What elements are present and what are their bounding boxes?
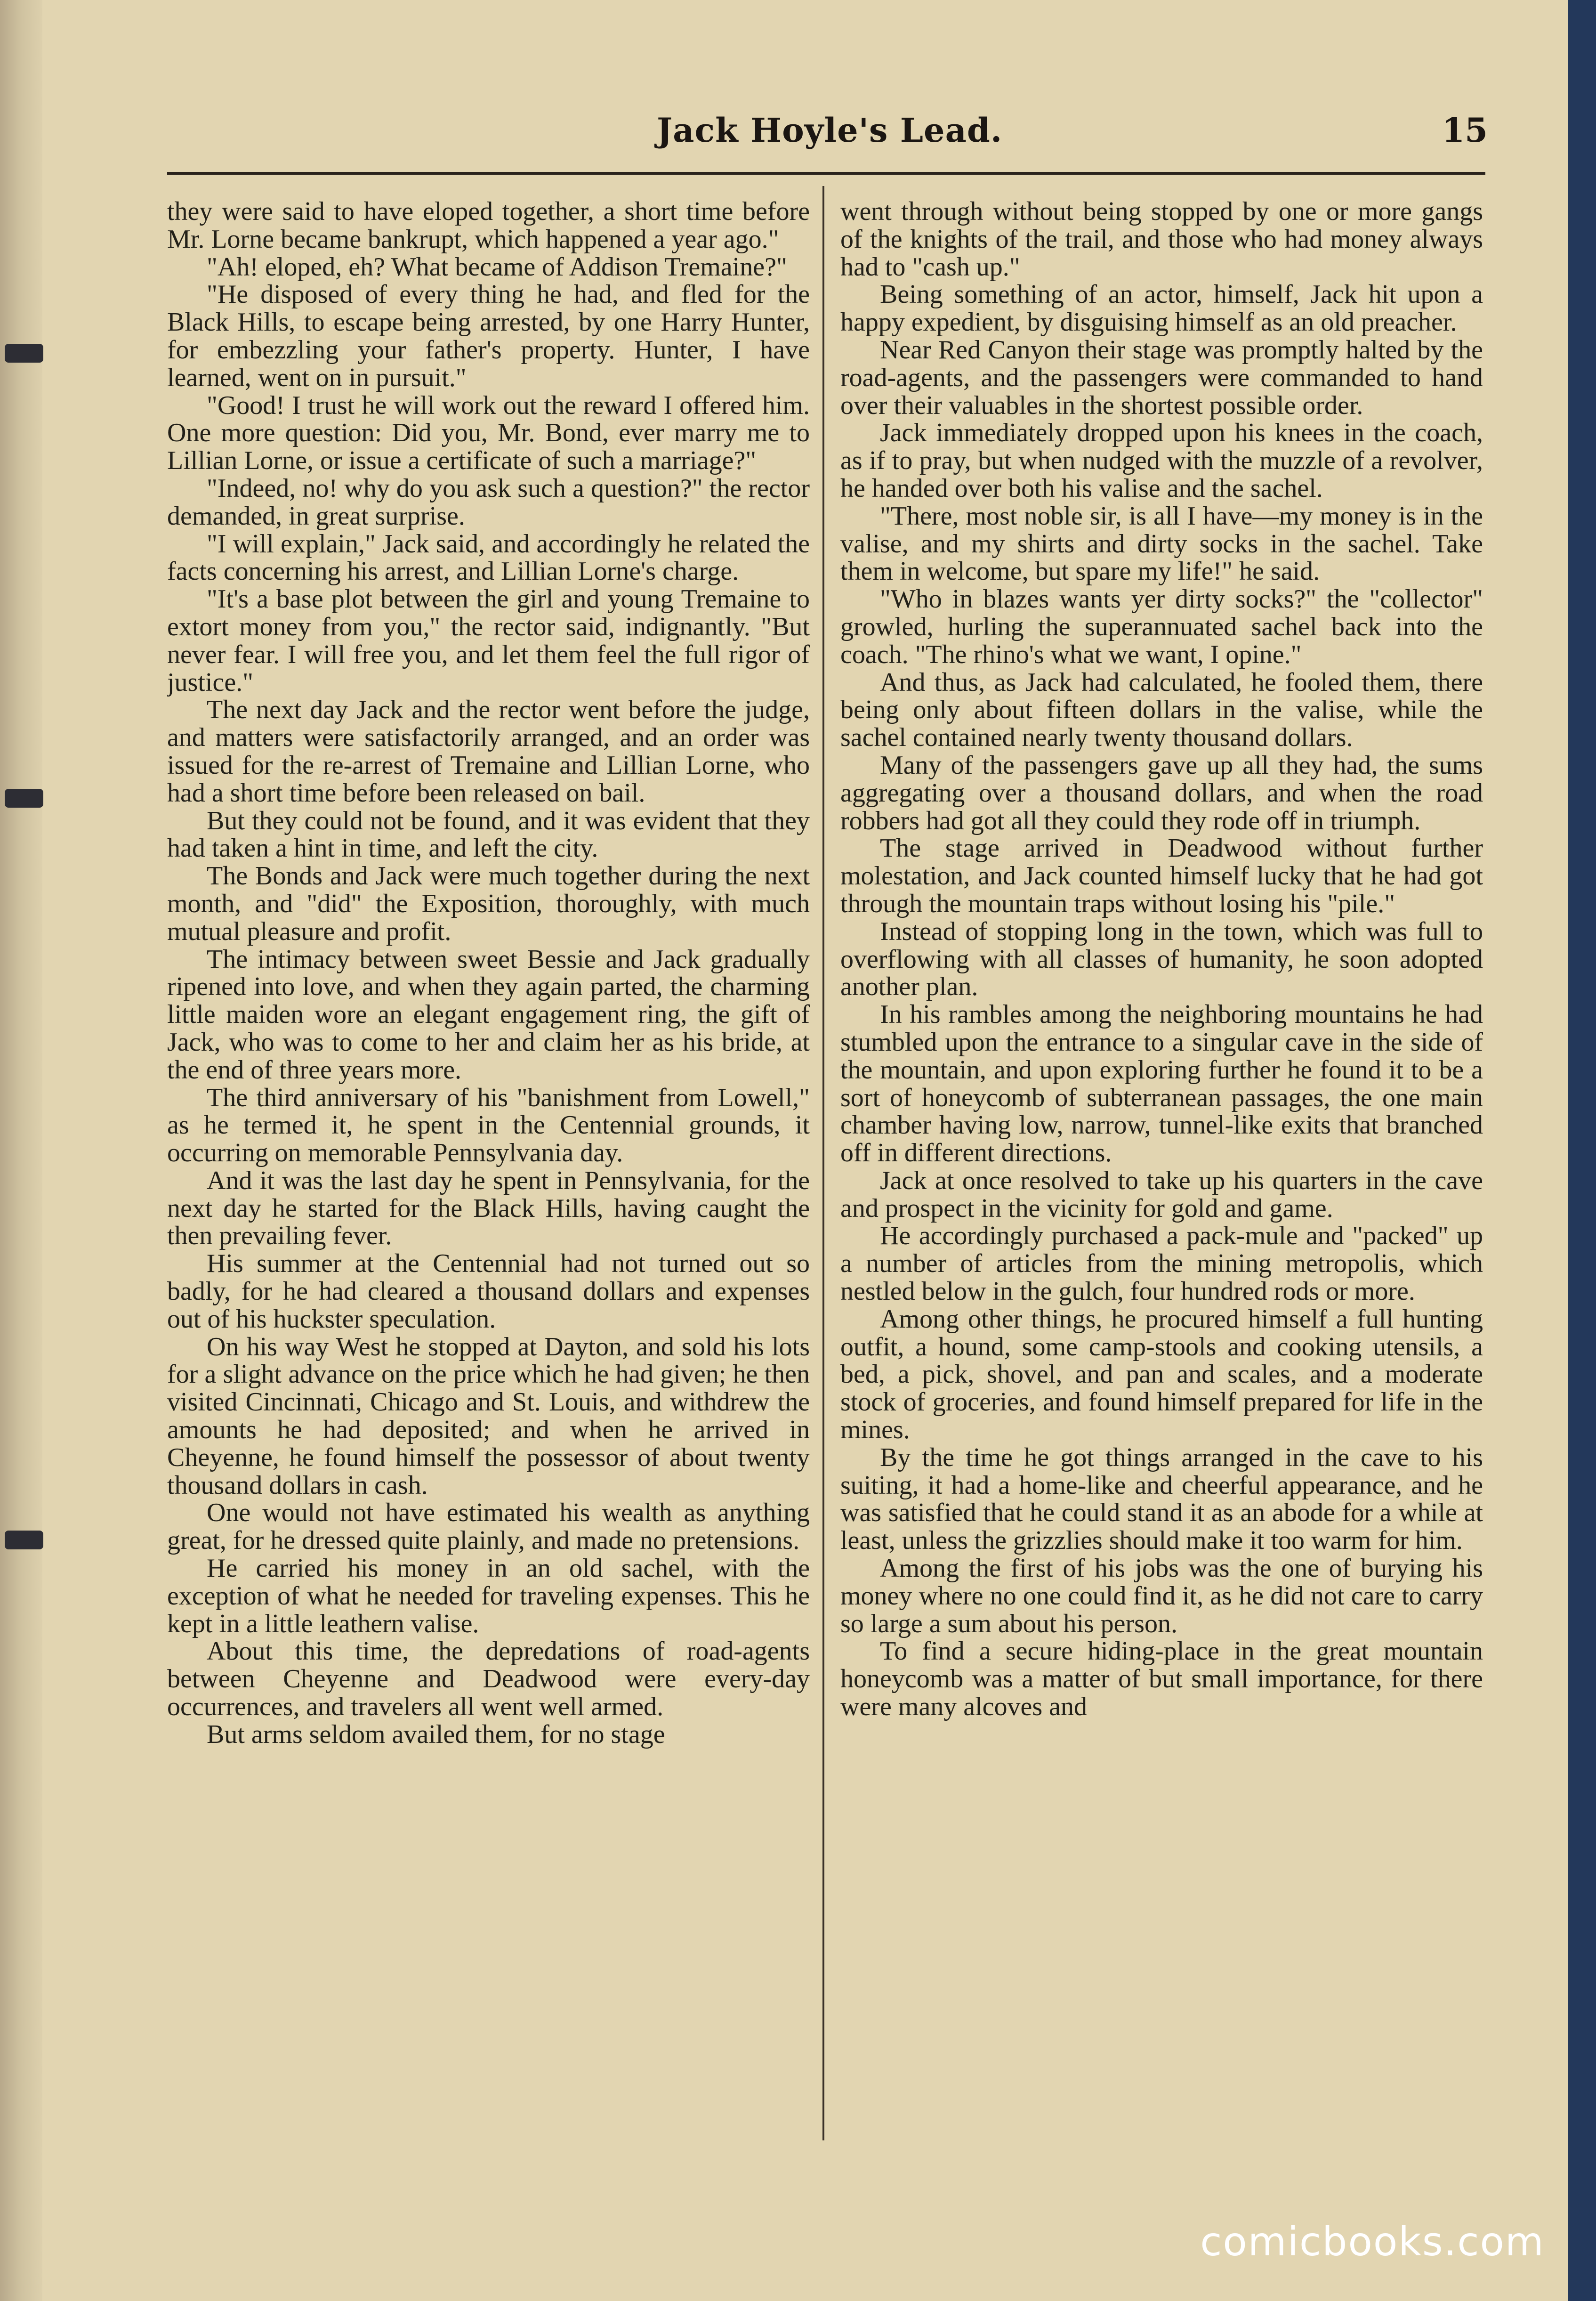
page-binding bbox=[0, 0, 42, 2301]
paragraph: By the time he got things arranged in the cave to his suiting, it had a home-like and cheerful appearance, and he was satisfied that he could stand it as an abode for a while at least, unless the grizzlies should make it too warm for him. bbox=[840, 1442, 1483, 1556]
paragraph: "I will explain," Jack said, and accordingly he related the facts concerning his arrest, and Lillian Lorne's charge. bbox=[167, 529, 810, 586]
paragraph: Among the first of his jobs was the one of burying his money where no one could find it, as he did not care to carry so large a sum about his person. bbox=[840, 1554, 1483, 1638]
paragraph: The third anniversary of his "banishment from Lowell," as he termed it, he spent in the Centennial grounds, it occurring on memorable Pennsylvania day. bbox=[167, 1083, 810, 1168]
paragraph: He accordingly purchased a pack-mule and "packed" up a number of articles from the mining metropolis, which nestled below in the gulch, four hundred rods or more. bbox=[840, 1221, 1483, 1306]
paragraph: His summer at the Centennial had not turned out so badly, for he had cleared a thousand dollars and expenses out of his huckster speculation. bbox=[167, 1249, 810, 1334]
paragraph: And it was the last day he spent in Pennsylvania, for the next day he started for the Black Hills, having caught the then prevailing fever. bbox=[167, 1166, 810, 1251]
paragraph: He carried his money in an old sachel, with the exception of what he needed for traveling expenses. This he kept in a little leathern valise. bbox=[167, 1554, 810, 1638]
paragraph: The next day Jack and the rector went before the judge, and matters were satisfactorily arranged, and an order was issued for the re-arrest of Tremaine and Lillian Lorne, who had a short time before been released on bail. bbox=[167, 695, 810, 808]
header-rule bbox=[167, 172, 1485, 175]
column-divider bbox=[822, 186, 824, 2140]
staple bbox=[5, 1531, 43, 1549]
paragraph: "It's a base plot between the girl and young Tremaine to extort money from you," the rector said, indignantly. "But never fear. I will free you, and let them feel the full rigor of justice." bbox=[167, 584, 810, 697]
left-text-column bbox=[167, 198, 810, 2152]
paragraph: "Ah! eloped, eh? What became of Addison Tremaine?" bbox=[207, 252, 787, 282]
paragraph: Being something of an actor, himself, Jack hit upon a happy expedient, by disguising himself as an old preacher. bbox=[840, 280, 1483, 337]
paragraph: "He disposed of every thing he had, and fled for the Black Hills, to escape being arrested, by one Harry Hunter, for embezzling your father's property. Hunter, I have learned, went on in pursuit." bbox=[167, 280, 810, 392]
paragraph: The Bonds and Jack were much together during the next month, and "did" the Exposition, thoroughly, with much mutual pleasure and profit. bbox=[167, 861, 810, 946]
paragraph: The stage arrived in Deadwood without further molestation, and Jack counted himself lucky that he had got through the mountain traps without losing his "pile." bbox=[840, 834, 1483, 918]
paragraph: To find a secure hiding-place in the great mountain honeycomb was a matter of but small importance, for there were many alcoves and bbox=[840, 1637, 1483, 1722]
staple bbox=[5, 344, 43, 363]
paragraph: they were said to have eloped together, a short time before Mr. Lorne became bankrupt, which happened a year ago." bbox=[167, 198, 810, 254]
paragraph: "Good! I trust he will work out the reward I offered him. One more question: Did you, Mr. Bond, ever marry me to Lillian Lorne, or issue a certificate of such a marriage?" bbox=[167, 390, 810, 476]
paragraph: About this time, the depredations of road-agents between Cheyenne and Deadwood were every-day occurrences, and travelers all went well armed. bbox=[167, 1637, 810, 1722]
paragraph: But they could not be found, and it was evident that they had taken a hint in time, and left the city. bbox=[167, 806, 810, 863]
paragraph: Among other things, he procured himself a full hunting outfit, a hound, some camp-stools and cooking utensils, a bed, a pick, shovel, and pan and scales, and a moderate stock of groceries, and found himself prepared for life in the mines. bbox=[840, 1304, 1483, 1445]
paragraph: went through without being stopped by one or more gangs of the knights of the trail, and those who had money always had to "cash up." bbox=[840, 198, 1483, 282]
paragraph: Jack at once resolved to take up his quarters in the cave and prospect in the vicinity for gold and game. bbox=[840, 1166, 1483, 1223]
paragraph: Near Red Canyon their stage was promptly halted by the road-agents, and the passengers were commanded to hand over their valuables in the shortest possible order. bbox=[840, 335, 1483, 420]
paragraph: And thus, as Jack had calculated, he fooled them, there being only about fifteen dollars in the valise, while the sachel contained nearly twenty thousand dollars. bbox=[840, 667, 1483, 753]
site-watermark: comicbooks.com bbox=[1200, 2219, 1545, 2265]
page-number: 15 bbox=[1442, 111, 1488, 150]
paragraph: "Indeed, no! why do you ask such a question?" the rector demanded, in great surprise. bbox=[167, 473, 810, 531]
staple bbox=[5, 789, 43, 808]
paragraph: But arms seldom availed them, for no stage bbox=[207, 1719, 665, 1749]
paragraph: In his rambles among the neighboring mountains he had stumbled upon the entrance to a singular cave in the side of the mountain, and upon exploring further he found it to be a sort of honeycomb of subterranean passages, the one main chamber having low, narrow, tunnel-like exits that branched off in different directions. bbox=[840, 1000, 1483, 1168]
running-title: Jack Hoyle's Lead. bbox=[657, 111, 1003, 150]
page-header bbox=[169, 111, 1488, 162]
right-text-column bbox=[840, 198, 1483, 2152]
paragraph: Instead of stopping long in the town, which was full to overflowing with all classes of humanity, he soon adopted another plan. bbox=[840, 916, 1483, 1002]
paragraph: Many of the passengers gave up all they had, the sums aggregating over a thousand dollars, and when the road robbers had got all they could they rode off in triumph. bbox=[840, 750, 1483, 835]
paragraph: The intimacy between sweet Bessie and Jack gradually ripened into love, and when they again parted, the charming little maiden wore an elegant engagement ring, the gift of Jack, who was to come to her and claim her as his bride, at the end of three years more. bbox=[167, 944, 810, 1085]
paragraph: One would not have estimated his wealth as anything great, for he dressed quite plainly, and made no pretensions. bbox=[167, 1498, 810, 1556]
paragraph: On his way West he stopped at Dayton, and sold his lots for a slight advance on the price which he had given; he then visited Cincinnati, Chicago and St. Louis, and withdrew the amounts he had deposited; and when he arrived in Cheyenne, he found himself the possessor of about twenty thousand dollars in cash. bbox=[167, 1332, 810, 1500]
paragraph: Jack immediately dropped upon his knees in the coach, as if to pray, but when nudged with the muzzle of a revolver, he handed over both his valise and the sachel. bbox=[840, 418, 1483, 503]
paragraph: "Who in blazes wants yer dirty socks?" the "collector" growled, hurling the superannuated sachel back into the coach. "The rhino's what we want, I opine." bbox=[840, 584, 1483, 669]
paragraph: "There, most noble sir, is all I have—my money is in the valise, and my shirts and dirty socks in the sachel. Take them in welcome, but spare my life!" he said. bbox=[840, 501, 1483, 586]
